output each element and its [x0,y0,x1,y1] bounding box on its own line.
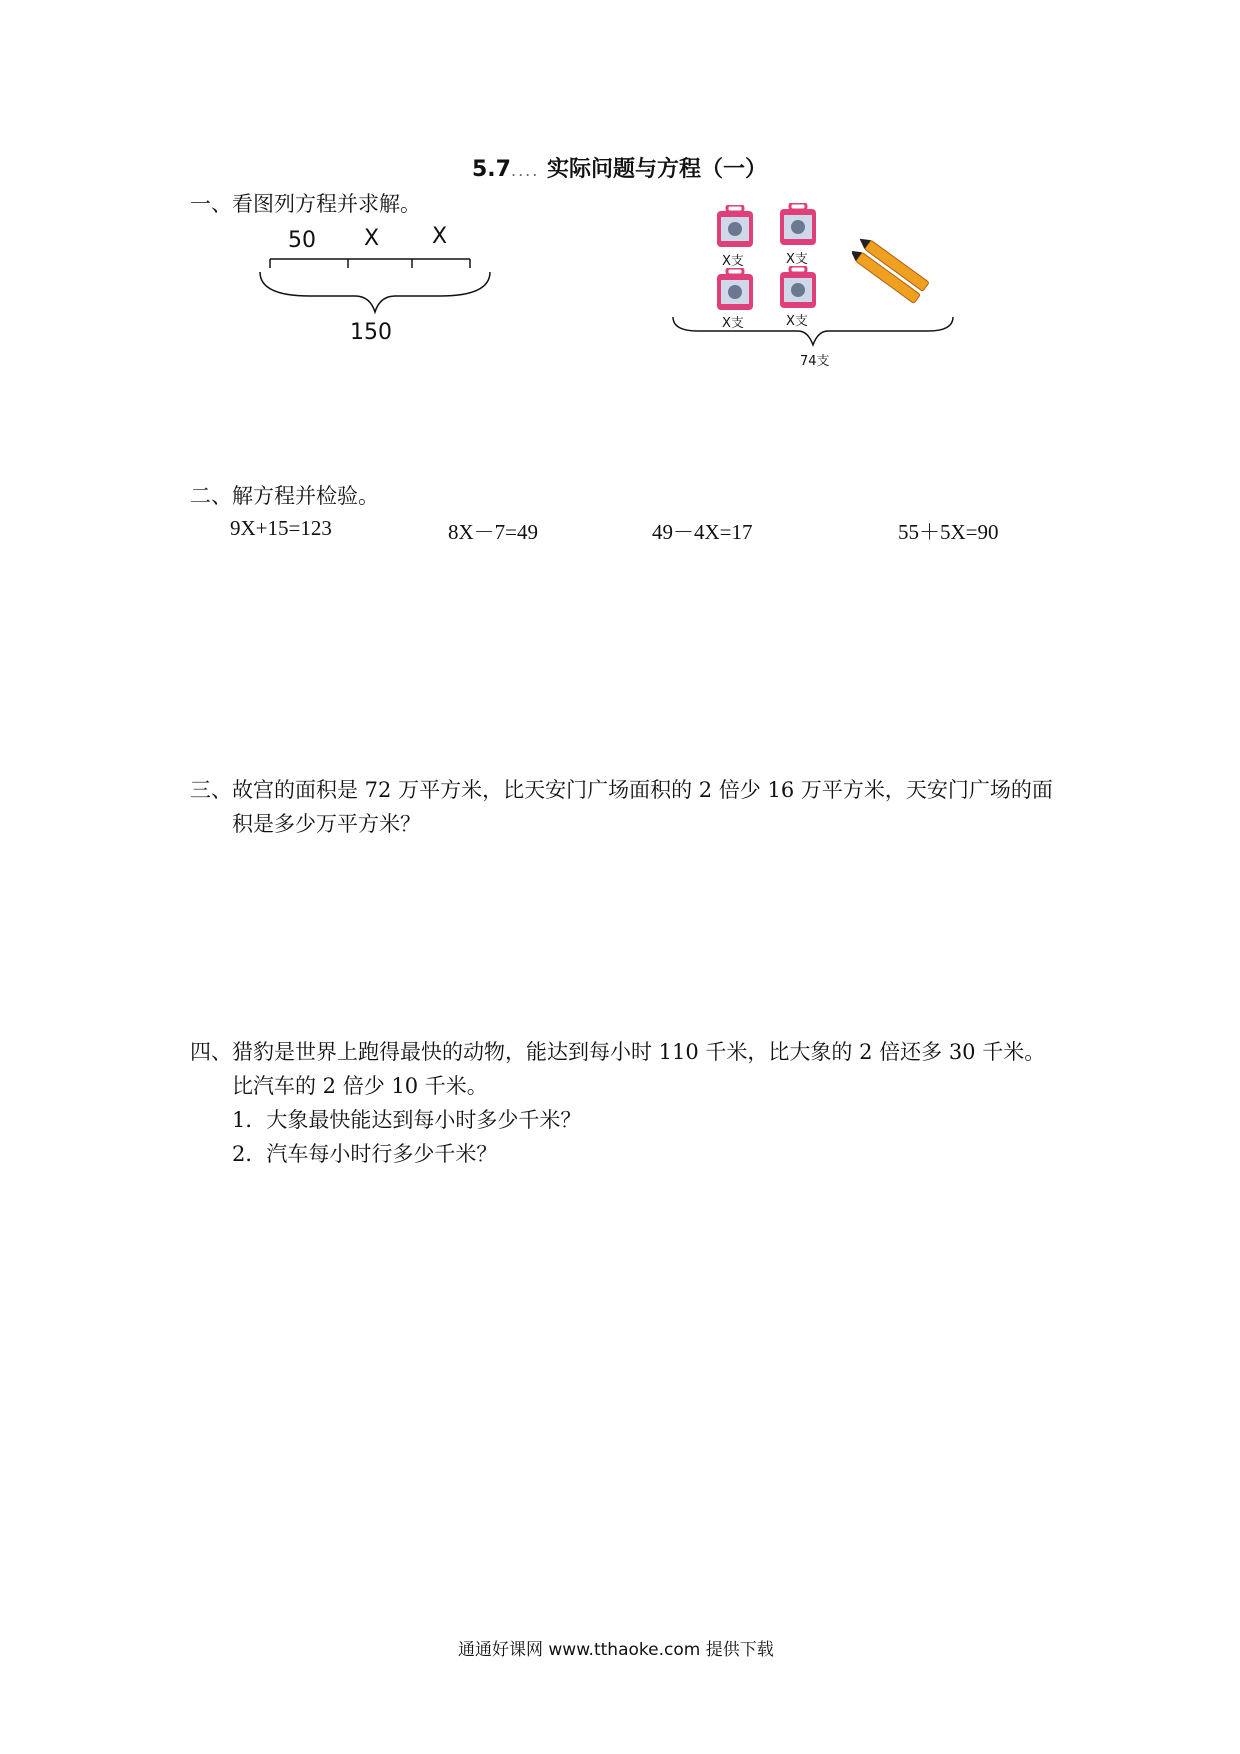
section4-line1: 四、猎豹是世界上跑得最快的动物，能达到每小时 110 千米，比大象的 2 倍还多 30 千米。 [190,1040,1046,1064]
pencil-box-icon [778,266,818,310]
equation-3: 49－4X=17 [652,520,753,544]
pencil-box-icon [778,203,818,247]
segment-label-x1: X [364,226,380,251]
title-dots: .... [510,161,540,180]
section2-heading: 二、解方程并检验。 [190,484,379,508]
section4-question-1: 1．大象最快能达到每小时多少千米？ [232,1108,582,1132]
section1-heading: 一、看图列方程并求解。 [190,192,421,216]
section4-line2: 比汽车的 2 倍少 10 千米。 [232,1074,488,1098]
equation-1: 9X+15=123 [230,516,332,540]
box-label: X支 [786,314,808,329]
equation-2: 8X－7=49 [448,520,539,544]
equation-4: 55＋5X=90 [898,520,999,544]
page-title [472,152,767,183]
footer: 通通好课网 www.tthaoke.com 提供下载 [458,1640,774,1660]
section3-line2: 积是多少万平方米？ [232,812,421,836]
pens-brace [668,313,958,353]
box-label: X支 [722,316,744,331]
section3-line1: 三、故宫的面积是 72 万平方米，比天安门广场面积的 2 倍少 16 万平方米，天安门广场的面 [190,778,1053,802]
pencil-box-icon [715,268,755,312]
pen-icon [852,238,937,308]
pencil-box-icon [715,205,755,249]
segment-total-label: 150 [350,320,392,345]
box-label: X支 [786,252,808,267]
title-number: 5.7 [472,157,511,182]
section4-question-2: 2．汽车每小时行多少千米？ [232,1142,498,1166]
box-label: X支 [722,254,744,269]
segment-label-x2: X [432,224,448,249]
segment-label-50: 50 [288,228,316,253]
title-text: 实际问题与方程（一） [547,157,768,182]
pens-total-label: 74支 [800,354,830,369]
